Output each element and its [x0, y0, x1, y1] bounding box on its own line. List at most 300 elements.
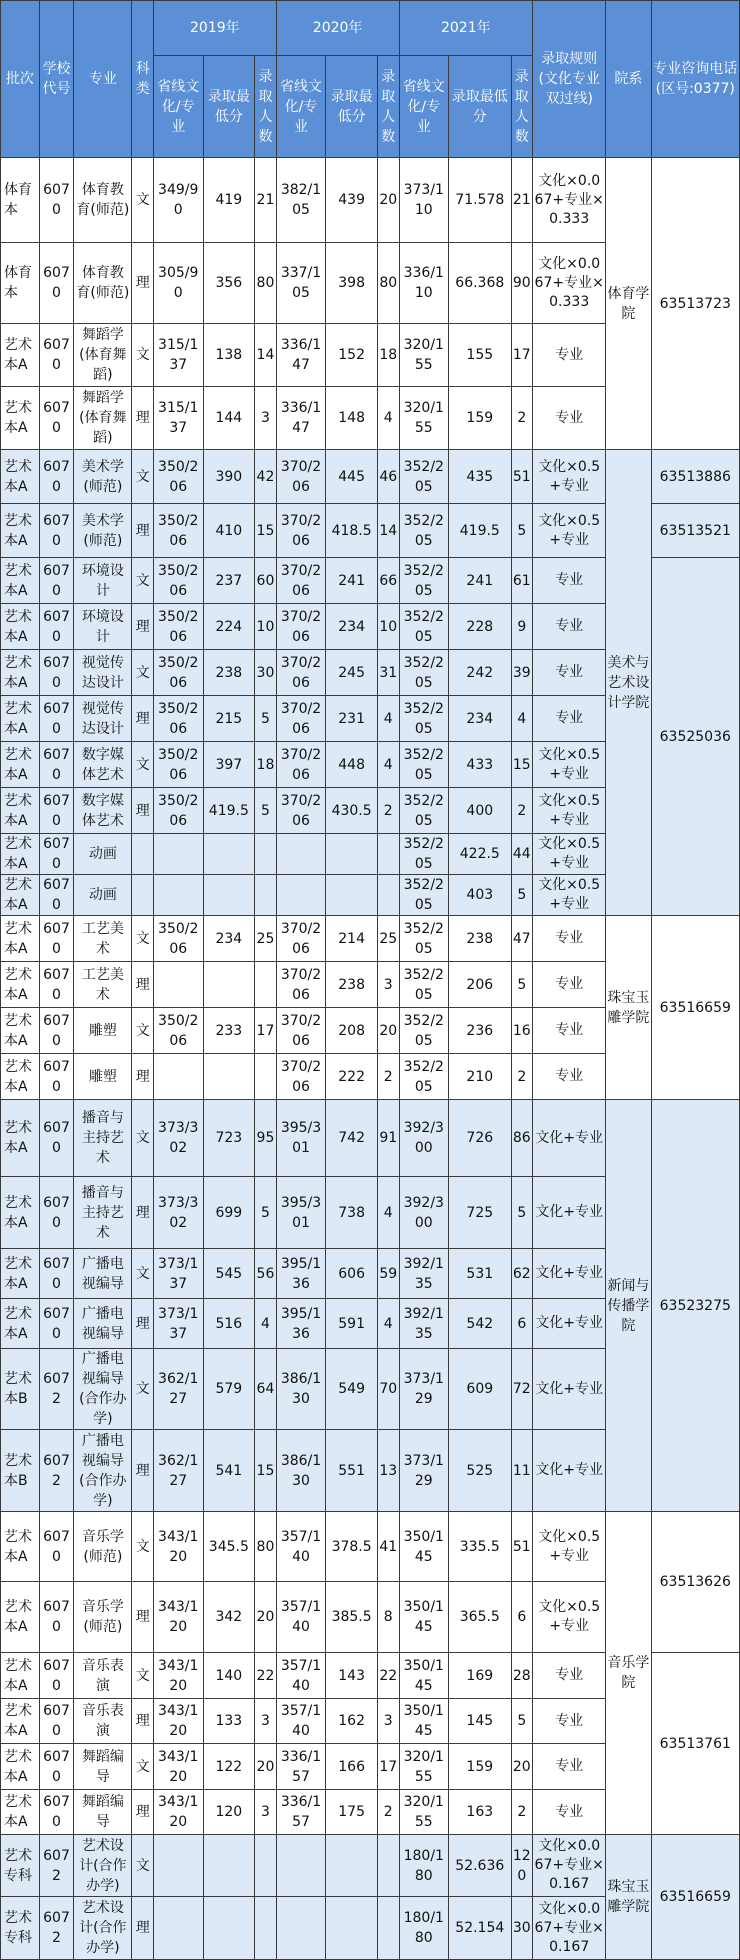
admission-rule-cell: 专业: [533, 1008, 606, 1054]
admission-rule-cell: 文化×0.067+专业×0.333: [533, 243, 606, 324]
batch-cell: 艺术本A: [1, 696, 40, 742]
y2020-min-score-cell: 398: [326, 243, 378, 324]
phone-cell: 63525036: [651, 558, 739, 916]
subject-cell: 文: [132, 650, 154, 696]
admission-rule-cell: 专业: [533, 916, 606, 962]
subject-cell: 文: [132, 1835, 154, 1897]
y2021-count-cell: 30: [511, 1897, 533, 1960]
subject-cell: [132, 875, 154, 916]
y2020-min-score-cell: 738: [326, 1177, 378, 1249]
y2021-provincial-line-cell: 373/110: [399, 158, 449, 243]
y2021-count-cell: 9: [511, 604, 533, 650]
y2020-count-cell: 18: [377, 324, 399, 387]
y2021-count-cell: 72: [511, 1349, 533, 1430]
admission-rule-cell: 文化+专业: [533, 1100, 606, 1177]
batch-cell: 艺术本B: [1, 1430, 40, 1512]
y2021-count-cell: 5: [511, 875, 533, 916]
y2019-provincial-line-cell: 350/206: [153, 916, 203, 962]
y2021-provincial-line-cell: 392/135: [399, 1299, 449, 1349]
y2020-provincial-line-cell: 382/105: [276, 158, 326, 243]
y2020-count-cell: 8: [377, 1582, 399, 1653]
y2020-provincial-line-cell: 370/206: [276, 650, 326, 696]
school-code-cell: 6070: [39, 1100, 73, 1177]
y2021-min-score-cell: 71.578: [449, 158, 511, 243]
school-code-cell: 6070: [39, 834, 73, 875]
y2020-provincial-line-cell: [276, 875, 326, 916]
admission-rule-cell: 文化×0.5+专业: [533, 1512, 606, 1582]
y2021-count-cell: 20: [511, 1744, 533, 1790]
college-cell: 音乐学院: [606, 1512, 651, 1835]
y2019-count-cell: 14: [255, 324, 277, 387]
y2020-count-cell: 2: [377, 1054, 399, 1100]
y2021-count-cell: 16: [511, 1008, 533, 1054]
admission-rule-cell: 专业: [533, 1653, 606, 1699]
admission-rule-cell: 文化×0.067+专业×0.167: [533, 1897, 606, 1960]
y2019-min-score-cell: 120: [203, 1790, 255, 1835]
y2020-count-cell: 41: [377, 1512, 399, 1582]
y2021-count-cell: 5: [511, 1699, 533, 1744]
table-body: [1, 158, 740, 1960]
y2019-count-cell: 3: [255, 1699, 277, 1744]
y2020-count-cell: 4: [377, 1177, 399, 1249]
school-code-cell: 6070: [39, 1582, 73, 1653]
y2020-count-cell: 22: [377, 1653, 399, 1699]
y2021-min-score-cell: 242: [449, 650, 511, 696]
y2020-count-cell: 13: [377, 1430, 399, 1512]
y2021-count-cell: 5: [511, 1177, 533, 1249]
y2019-count-cell: 5: [255, 1177, 277, 1249]
y2021-provincial-line-cell: 350/145: [399, 1653, 449, 1699]
admission-rule-cell: 专业: [533, 387, 606, 450]
admission-rule-cell: 文化×0.5+专业: [533, 1582, 606, 1653]
y2021-provincial-line-cell: 180/180: [399, 1897, 449, 1960]
college-cell: 美术与艺术设计学院: [606, 450, 651, 916]
y2020-count-cell: 91: [377, 1100, 399, 1177]
major-cell: 动画: [74, 834, 132, 875]
y2021-provincial-line-cell: 392/300: [399, 1177, 449, 1249]
header-2021-count: 录取人数: [511, 56, 533, 158]
y2021-count-cell: 39: [511, 650, 533, 696]
batch-cell: 艺术本A: [1, 1249, 40, 1299]
y2019-count-cell: 15: [255, 1430, 277, 1512]
y2020-provincial-line-cell: [276, 1835, 326, 1897]
batch-cell: 艺术本A: [1, 834, 40, 875]
y2019-provincial-line-cell: 343/120: [153, 1790, 203, 1835]
y2019-min-score-cell: 138: [203, 324, 255, 387]
y2021-count-cell: 2: [511, 387, 533, 450]
header-batch: 批次: [1, 1, 40, 158]
major-cell: 环境设计: [74, 604, 132, 650]
y2020-provincial-line-cell: 370/206: [276, 788, 326, 834]
y2021-min-score-cell: 210: [449, 1054, 511, 1100]
y2021-provincial-line-cell: 320/155: [399, 387, 449, 450]
y2021-provincial-line-cell: 350/145: [399, 1582, 449, 1653]
major-cell: 舞蹈编导: [74, 1744, 132, 1790]
batch-cell: 艺术本A: [1, 604, 40, 650]
major-cell: 音乐学(师范): [74, 1582, 132, 1653]
y2019-min-score-cell: 419: [203, 158, 255, 243]
subject-cell: 文: [132, 558, 154, 604]
y2019-provincial-line-cell: 373/302: [153, 1177, 203, 1249]
y2019-provincial-line-cell: [153, 1054, 203, 1100]
y2019-count-cell: 18: [255, 742, 277, 788]
y2019-min-score-cell: 545: [203, 1249, 255, 1299]
major-cell: 雕塑: [74, 1054, 132, 1100]
subject-cell: 文: [132, 1349, 154, 1430]
y2020-min-score-cell: 606: [326, 1249, 378, 1299]
y2021-min-score-cell: 66.368: [449, 243, 511, 324]
y2021-provincial-line-cell: 392/300: [399, 1100, 449, 1177]
y2021-provincial-line-cell: 352/205: [399, 916, 449, 962]
y2019-provincial-line-cell: 350/206: [153, 1008, 203, 1054]
y2021-min-score-cell: 238: [449, 916, 511, 962]
table-row: [1, 1512, 740, 1582]
major-cell: 广播电视编导(合作办学): [74, 1349, 132, 1430]
y2021-min-score-cell: 525: [449, 1430, 511, 1512]
y2021-provincial-line-cell: 352/205: [399, 558, 449, 604]
y2019-min-score-cell: [203, 1835, 255, 1897]
header-2021-provincial-line: 省线文化/专业: [399, 56, 449, 158]
subject-cell: 理: [132, 243, 154, 324]
phone-cell: 63513626: [651, 1512, 739, 1653]
school-code-cell: 6070: [39, 1177, 73, 1249]
subject-cell: 文: [132, 1744, 154, 1790]
batch-cell: 艺术本A: [1, 1512, 40, 1582]
admission-rule-cell: 专业: [533, 1054, 606, 1100]
y2019-count-cell: 80: [255, 1512, 277, 1582]
y2020-provincial-line-cell: 370/206: [276, 450, 326, 504]
y2021-provincial-line-cell: 180/180: [399, 1835, 449, 1897]
college-cell: 新闻与传播学院: [606, 1100, 651, 1512]
major-cell: 环境设计: [74, 558, 132, 604]
subject-cell: 理: [132, 962, 154, 1008]
y2019-min-score-cell: 723: [203, 1100, 255, 1177]
y2019-provincial-line-cell: 350/206: [153, 558, 203, 604]
y2021-provincial-line-cell: 352/205: [399, 650, 449, 696]
school-code-cell: 6070: [39, 1699, 73, 1744]
major-cell: 广播电视编导: [74, 1299, 132, 1349]
header-2020-provincial-line: 省线文化/专业: [276, 56, 326, 158]
y2020-provincial-line-cell: 357/140: [276, 1653, 326, 1699]
y2020-provincial-line-cell: 357/140: [276, 1699, 326, 1744]
y2019-provincial-line-cell: [153, 962, 203, 1008]
school-code-cell: 6070: [39, 387, 73, 450]
y2020-count-cell: 20: [377, 1008, 399, 1054]
header-2020-min-score: 录取最低分: [326, 56, 378, 158]
y2020-count-cell: 25: [377, 916, 399, 962]
y2021-count-cell: 120: [511, 1835, 533, 1897]
y2019-min-score-cell: 224: [203, 604, 255, 650]
y2020-min-score-cell: 231: [326, 696, 378, 742]
admission-rule-cell: 文化+专业: [533, 1430, 606, 1512]
y2019-provincial-line-cell: 350/206: [153, 650, 203, 696]
admission-rule-cell: 专业: [533, 1699, 606, 1744]
y2019-provincial-line-cell: 350/206: [153, 788, 203, 834]
batch-cell: 艺术本A: [1, 1100, 40, 1177]
table-header: [1, 1, 740, 158]
school-code-cell: 6070: [39, 604, 73, 650]
school-code-cell: 6070: [39, 696, 73, 742]
y2021-min-score-cell: 228: [449, 604, 511, 650]
y2020-provincial-line-cell: 370/206: [276, 504, 326, 558]
batch-cell: 艺术本A: [1, 324, 40, 387]
y2019-count-cell: 21: [255, 158, 277, 243]
table-row: [1, 450, 740, 504]
y2019-count-cell: 64: [255, 1349, 277, 1430]
y2021-count-cell: 51: [511, 450, 533, 504]
phone-cell: 63516659: [651, 1835, 739, 1960]
major-cell: 工艺美术: [74, 916, 132, 962]
y2019-provincial-line-cell: 350/206: [153, 742, 203, 788]
batch-cell: 艺术本A: [1, 1008, 40, 1054]
y2021-min-score-cell: 159: [449, 1744, 511, 1790]
y2021-min-score-cell: 433: [449, 742, 511, 788]
y2020-provincial-line-cell: [276, 1897, 326, 1960]
subject-cell: 文: [132, 916, 154, 962]
y2021-provincial-line-cell: 373/129: [399, 1349, 449, 1430]
y2021-count-cell: 2: [511, 788, 533, 834]
y2019-provincial-line-cell: 350/206: [153, 604, 203, 650]
y2019-provincial-line-cell: 343/120: [153, 1699, 203, 1744]
y2020-provincial-line-cell: 336/147: [276, 324, 326, 387]
y2019-min-score-cell: 516: [203, 1299, 255, 1349]
major-cell: 播音与主持艺术: [74, 1177, 132, 1249]
y2020-min-score-cell: 551: [326, 1430, 378, 1512]
header-school-code: 学校代号: [39, 1, 73, 158]
y2020-min-score-cell: 238: [326, 962, 378, 1008]
subject-cell: 理: [132, 604, 154, 650]
y2020-count-cell: 17: [377, 1744, 399, 1790]
y2021-provincial-line-cell: 352/205: [399, 834, 449, 875]
y2020-count-cell: 66: [377, 558, 399, 604]
school-code-cell: 6070: [39, 1054, 73, 1100]
y2019-provincial-line-cell: [153, 875, 203, 916]
y2021-count-cell: 5: [511, 504, 533, 558]
admission-rule-cell: 文化×0.067+专业×0.333: [533, 158, 606, 243]
y2020-provincial-line-cell: 336/157: [276, 1790, 326, 1835]
school-code-cell: 6070: [39, 650, 73, 696]
batch-cell: 艺术专科: [1, 1897, 40, 1960]
major-cell: 音乐表演: [74, 1699, 132, 1744]
y2020-min-score-cell: 152: [326, 324, 378, 387]
major-cell: 音乐表演: [74, 1653, 132, 1699]
header-2019-min-score: 录取最低分: [203, 56, 255, 158]
major-cell: 数字媒体艺术: [74, 742, 132, 788]
school-code-cell: 6072: [39, 1349, 73, 1430]
y2020-count-cell: 2: [377, 788, 399, 834]
y2020-min-score-cell: 162: [326, 1699, 378, 1744]
school-code-cell: 6070: [39, 243, 73, 324]
y2021-min-score-cell: 52.154: [449, 1897, 511, 1960]
y2021-provincial-line-cell: 320/155: [399, 324, 449, 387]
school-code-cell: 6070: [39, 1512, 73, 1582]
batch-cell: 艺术本A: [1, 558, 40, 604]
major-cell: 舞蹈学(体育舞蹈): [74, 324, 132, 387]
y2019-count-cell: [255, 1054, 277, 1100]
major-cell: 音乐学(师范): [74, 1512, 132, 1582]
y2019-min-score-cell: 579: [203, 1349, 255, 1430]
subject-cell: 文: [132, 1653, 154, 1699]
y2021-provincial-line-cell: 320/155: [399, 1744, 449, 1790]
batch-cell: 艺术本A: [1, 1699, 40, 1744]
y2019-min-score-cell: 410: [203, 504, 255, 558]
y2019-provincial-line-cell: 373/137: [153, 1249, 203, 1299]
batch-cell: 艺术本A: [1, 650, 40, 696]
y2020-min-score-cell: 385.5: [326, 1582, 378, 1653]
major-cell: 视觉传达设计: [74, 696, 132, 742]
y2021-provincial-line-cell: 350/145: [399, 1699, 449, 1744]
table-row: [1, 1100, 740, 1177]
header-subject: 科类: [132, 1, 154, 158]
y2019-count-cell: 30: [255, 650, 277, 696]
y2019-count-cell: 42: [255, 450, 277, 504]
y2019-count-cell: 3: [255, 387, 277, 450]
y2021-min-score-cell: 435: [449, 450, 511, 504]
admission-rule-cell: 文化×0.5+专业: [533, 875, 606, 916]
y2019-count-cell: 10: [255, 604, 277, 650]
y2021-provincial-line-cell: 373/129: [399, 1430, 449, 1512]
y2021-count-cell: 21: [511, 158, 533, 243]
y2020-provincial-line-cell: 395/301: [276, 1100, 326, 1177]
school-code-cell: 6070: [39, 450, 73, 504]
batch-cell: 艺术本A: [1, 387, 40, 450]
y2020-min-score-cell: 418.5: [326, 504, 378, 558]
y2019-provincial-line-cell: [153, 1897, 203, 1960]
batch-cell: 艺术本A: [1, 962, 40, 1008]
y2021-min-score-cell: 52.636: [449, 1835, 511, 1897]
major-cell: 体育教育(师范): [74, 158, 132, 243]
y2021-min-score-cell: 236: [449, 1008, 511, 1054]
y2019-count-cell: 17: [255, 1008, 277, 1054]
y2020-count-cell: 10: [377, 604, 399, 650]
y2019-provincial-line-cell: 315/137: [153, 387, 203, 450]
y2019-count-cell: 80: [255, 243, 277, 324]
y2019-provincial-line-cell: [153, 1835, 203, 1897]
y2021-count-cell: 61: [511, 558, 533, 604]
subject-cell: 文: [132, 324, 154, 387]
y2019-count-cell: 15: [255, 504, 277, 558]
header-2021-min-score: 录取最低分: [449, 56, 511, 158]
y2019-min-score-cell: 345.5: [203, 1512, 255, 1582]
school-code-cell: 6070: [39, 324, 73, 387]
y2021-count-cell: 2: [511, 1054, 533, 1100]
y2020-count-cell: 80: [377, 243, 399, 324]
y2020-provincial-line-cell: 336/147: [276, 387, 326, 450]
major-cell: 艺术设计(合作办学): [74, 1897, 132, 1960]
header-2020-count: 录取人数: [377, 56, 399, 158]
y2020-count-cell: [377, 834, 399, 875]
y2019-count-cell: [255, 834, 277, 875]
y2021-provincial-line-cell: 352/205: [399, 450, 449, 504]
y2021-min-score-cell: 241: [449, 558, 511, 604]
school-code-cell: 6070: [39, 1790, 73, 1835]
major-cell: 广播电视编导: [74, 1249, 132, 1299]
y2021-min-score-cell: 531: [449, 1249, 511, 1299]
y2019-provincial-line-cell: 350/206: [153, 696, 203, 742]
batch-cell: 艺术本A: [1, 1299, 40, 1349]
y2019-count-cell: 20: [255, 1582, 277, 1653]
school-code-cell: 6070: [39, 1299, 73, 1349]
y2020-min-score-cell: 245: [326, 650, 378, 696]
y2021-min-score-cell: 419.5: [449, 504, 511, 558]
y2019-min-score-cell: [203, 962, 255, 1008]
y2020-min-score-cell: [326, 834, 378, 875]
y2019-min-score-cell: [203, 1054, 255, 1100]
y2019-provincial-line-cell: 343/120: [153, 1582, 203, 1653]
admission-rule-cell: 文化+专业: [533, 1249, 606, 1299]
y2021-provincial-line-cell: 352/205: [399, 504, 449, 558]
admission-rule-cell: 文化×0.5+专业: [533, 450, 606, 504]
y2020-count-cell: 14: [377, 504, 399, 558]
y2020-provincial-line-cell: 370/206: [276, 1008, 326, 1054]
y2021-min-score-cell: 206: [449, 962, 511, 1008]
subject-cell: 理: [132, 504, 154, 558]
y2021-count-cell: 28: [511, 1653, 533, 1699]
subject-cell: 理: [132, 1897, 154, 1960]
school-code-cell: 6070: [39, 788, 73, 834]
y2020-provincial-line-cell: [276, 834, 326, 875]
y2021-count-cell: 6: [511, 1582, 533, 1653]
y2021-min-score-cell: 145: [449, 1699, 511, 1744]
y2020-provincial-line-cell: 370/206: [276, 696, 326, 742]
phone-cell: 63513521: [651, 504, 739, 558]
school-code-cell: 6070: [39, 916, 73, 962]
school-code-cell: 6070: [39, 1653, 73, 1699]
header-year-2020: 2020年: [276, 1, 399, 56]
admission-rule-cell: 文化×0.5+专业: [533, 834, 606, 875]
y2019-min-score-cell: 356: [203, 243, 255, 324]
college-cell: 珠宝玉雕学院: [606, 1835, 651, 1960]
batch-cell: 艺术本A: [1, 450, 40, 504]
y2021-count-cell: 6: [511, 1299, 533, 1349]
y2020-min-score-cell: 166: [326, 1744, 378, 1790]
admission-rule-cell: 文化×0.5+专业: [533, 742, 606, 788]
y2020-provincial-line-cell: 370/206: [276, 1054, 326, 1100]
y2021-min-score-cell: 542: [449, 1299, 511, 1349]
y2021-provincial-line-cell: 352/205: [399, 788, 449, 834]
batch-cell: 艺术本A: [1, 916, 40, 962]
y2019-provincial-line-cell: 373/137: [153, 1299, 203, 1349]
y2020-count-cell: 46: [377, 450, 399, 504]
y2019-min-score-cell: 133: [203, 1699, 255, 1744]
subject-cell: [132, 834, 154, 875]
batch-cell: 艺术本A: [1, 504, 40, 558]
y2021-count-cell: 90: [511, 243, 533, 324]
y2019-min-score-cell: [203, 875, 255, 916]
y2020-count-cell: 3: [377, 962, 399, 1008]
major-cell: 视觉传达设计: [74, 650, 132, 696]
college-cell: 珠宝玉雕学院: [606, 916, 651, 1100]
major-cell: 广播电视编导(合作办学): [74, 1430, 132, 1512]
y2019-provincial-line-cell: [153, 834, 203, 875]
header-college: 院系: [606, 1, 651, 158]
y2019-count-cell: [255, 962, 277, 1008]
y2021-provincial-line-cell: 392/135: [399, 1249, 449, 1299]
batch-cell: 艺术本A: [1, 1790, 40, 1835]
admission-rule-cell: 文化×0.5+专业: [533, 504, 606, 558]
y2019-count-cell: [255, 1897, 277, 1960]
y2019-count-cell: 3: [255, 1790, 277, 1835]
y2019-provincial-line-cell: 349/90: [153, 158, 203, 243]
subject-cell: 文: [132, 1008, 154, 1054]
table-row: [1, 916, 740, 962]
y2019-min-score-cell: 122: [203, 1744, 255, 1790]
major-cell: 舞蹈学(体育舞蹈): [74, 387, 132, 450]
major-cell: 艺术设计(合作办学): [74, 1835, 132, 1897]
subject-cell: 理: [132, 1299, 154, 1349]
phone-cell: 63516659: [651, 916, 739, 1100]
table-row: [1, 1835, 740, 1897]
